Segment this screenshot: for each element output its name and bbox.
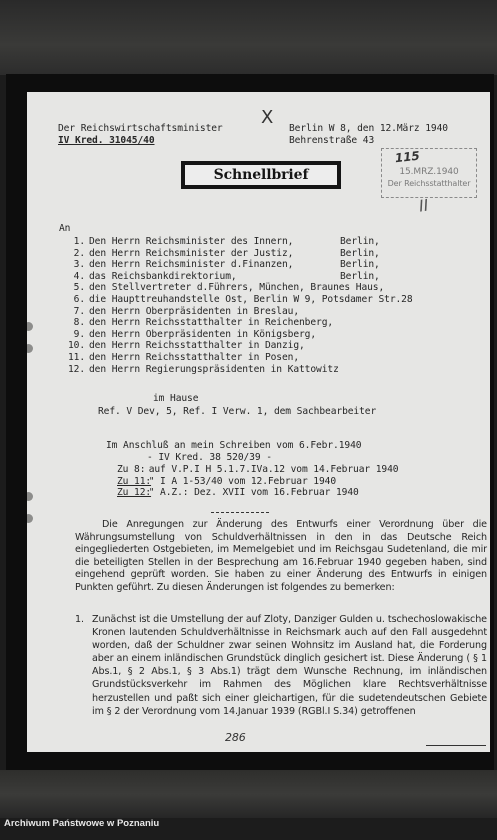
- handwritten-note: II: [417, 195, 430, 216]
- addressee-row: [59, 329, 413, 341]
- zu-label: Zu 11:: [117, 475, 152, 487]
- addressee-name: den Herrn Reichsstatthalter in Reichenberg,: [89, 317, 334, 329]
- addressee-name: den Herrn Oberpräsidenten in Königsberg,: [89, 328, 317, 340]
- punch-hole: [27, 514, 33, 523]
- zu-text: " A.Z.: Dez. XVII vom 16.Februar 1940: [148, 487, 359, 499]
- addressee-row: [59, 294, 413, 306]
- addressee-row: [59, 364, 413, 376]
- zu-text: auf V.P.I H 5.1.7.IVa.12 vom 14.Februar 1940: [148, 464, 399, 475]
- intro-reference: - IV Kred. 38 520/39 -: [147, 451, 272, 463]
- addressee-name: den Herrn Oberpräsidenten in Breslau,: [89, 305, 300, 317]
- addressee-city: Berlin,: [340, 259, 380, 271]
- addressee-number: 9.: [73, 328, 85, 340]
- street: Behrenstraße 43: [289, 134, 375, 146]
- zu-label: Zu 12:: [117, 487, 152, 499]
- sender-block: [58, 123, 223, 146]
- stamp-date: 15.MRZ.1940: [399, 167, 459, 177]
- document-page: [27, 92, 490, 752]
- place-date: Berlin W 8, den 12.März 1940: [289, 123, 448, 134]
- addressee-row: [59, 340, 413, 352]
- stamp-number: 115: [394, 148, 421, 166]
- zu-row: [117, 476, 398, 488]
- stamp-office: Der Reichsstatthalter: [387, 179, 471, 188]
- body-paragraph: [75, 519, 487, 595]
- x-mark: X: [261, 107, 274, 128]
- addressee-row: [59, 306, 413, 318]
- punch-hole: [27, 322, 33, 331]
- addressee-number: 3.: [73, 259, 85, 271]
- zu-text: " I A 1-53/40 vom 12.Februar 1940: [148, 475, 336, 487]
- point-1: [75, 613, 487, 718]
- addressee-city: Berlin,: [340, 270, 380, 282]
- addressee-row: [59, 317, 413, 329]
- film-strip-top: [0, 0, 497, 75]
- reference-number: IV Kred. 31045/40: [58, 134, 155, 146]
- addressee-number: 10.: [67, 340, 85, 352]
- addressee-number: 12.: [67, 363, 85, 375]
- zu-row: [117, 487, 398, 499]
- addressee-number: 11.: [67, 351, 85, 363]
- addressee-city: Berlin,: [340, 247, 380, 259]
- addressee-number: 5.: [73, 282, 85, 294]
- schnellbrief-box: Schnellbrief: [182, 162, 340, 188]
- addressee-row: [59, 271, 413, 283]
- punch-hole: [27, 492, 33, 501]
- addressee-name: das Reichsbankdirektorium,: [89, 270, 237, 282]
- addressee-name: den Herrn Reichsminister der Justiz,: [89, 247, 294, 259]
- underline-mark: [426, 745, 486, 746]
- addressee-name: den Stellvertreter d.Führers, München, Braunes Haus,: [89, 282, 385, 294]
- reference-line: Ref. V Dev, 5, Ref. I Verw. 1, dem Sachbearbeiter: [98, 406, 377, 417]
- film-strip-bottom: [0, 770, 497, 818]
- separator-dashes: [211, 512, 269, 513]
- addressee-list: [59, 236, 413, 375]
- body-text: Die Anregungen zur Änderung des Entwurfs einer Verordnung über die Währungsumstellung von Schuldverhältnissen in den in das Deutsche Reich eingegliederten Ostgebieten, im Memelgebiet und im Reichsgau Sudetenland, die mir die beteiligten Stellen in der Besprechung am 16.Februar 1940 gegeben haben, sind eingehend geprüft worden. Sie haben zu einer Änderung des Entwurfs in einigen Punkten geführt. Zu diesen Änderungen ist folgendes zu bemerken:: [75, 519, 487, 593]
- addressee-row: [59, 282, 413, 294]
- archive-footer: Archiwum Państwowe w Poznaniu: [4, 818, 160, 829]
- punch-hole: [27, 344, 33, 353]
- addressee-row: [59, 259, 413, 271]
- intro-line: [106, 440, 361, 463]
- place-date-block: [289, 123, 448, 146]
- sender: Der Reichswirtschaftsminister: [58, 123, 223, 134]
- zu-list: [117, 464, 398, 499]
- addressee-row: [59, 352, 413, 364]
- intro-text: Im Anschluß an mein Schreiben vom 6.Febr.1940: [106, 440, 362, 451]
- addressee-number: 6.: [73, 293, 85, 305]
- page-mark: 286: [225, 731, 246, 744]
- addressee-name: den Herrn Reichsstatthalter in Posen,: [89, 351, 300, 363]
- addressee-row: [59, 236, 413, 248]
- addressees-intro: An: [59, 223, 71, 234]
- addressee-name: den Herrn Reichsminister d.Finanzen,: [89, 259, 294, 271]
- addressee-number: 4.: [73, 270, 85, 282]
- addressee-number: 7.: [73, 305, 85, 317]
- addressee-name: den Herrn Regierungspräsidenten in Kattowitz: [89, 363, 339, 375]
- zu-row: [117, 464, 398, 476]
- im-hause: im Hause: [153, 393, 199, 404]
- point-number: 1.: [75, 614, 84, 625]
- addressee-number: 1.: [73, 236, 85, 247]
- addressee-number: 2.: [73, 247, 85, 259]
- zu-label: Zu 8:: [117, 464, 146, 475]
- addressee-number: 8.: [73, 317, 85, 329]
- addressee-city: Berlin,: [340, 236, 380, 247]
- point-text: Zunächst ist die Umstellung der auf Zloty, Danziger Gulden u. tschechoslowakische Kronen lautenden Schuldverhältnisse in Reichsmark auch auf den Fall ausgedehnt worden, daß der Schuldner zwar seinen Wohnsitz im Ausland hat, die Forderung aber an einem inländischen Grundstück dinglich gesichert ist. Diese Änderung ( § 1 Abs.1, § 2 Abs.1, § 3 Abs.1) trägt dem Wunsche Rechnung, im inländischen Grundstücksverkehr im Rahmen des Möglichen klare Rechtsverhältnisse herzustellen und paßt sich einer gleichartigen, für die sudetendeutschen Gebiete im § 2 der Verordnung vom 14.Januar 1939 (RGBl.I S.34) getroffenen: [92, 614, 487, 717]
- addressee-row: [59, 248, 413, 260]
- addressee-name: Den Herrn Reichsminister des Innern,: [89, 236, 294, 247]
- addressee-name: die Haupttreuhandstelle Ost, Berlin W 9, Potsdamer Str.28: [89, 293, 413, 305]
- addressee-name: den Herrn Reichsstatthalter in Danzig,: [89, 340, 305, 352]
